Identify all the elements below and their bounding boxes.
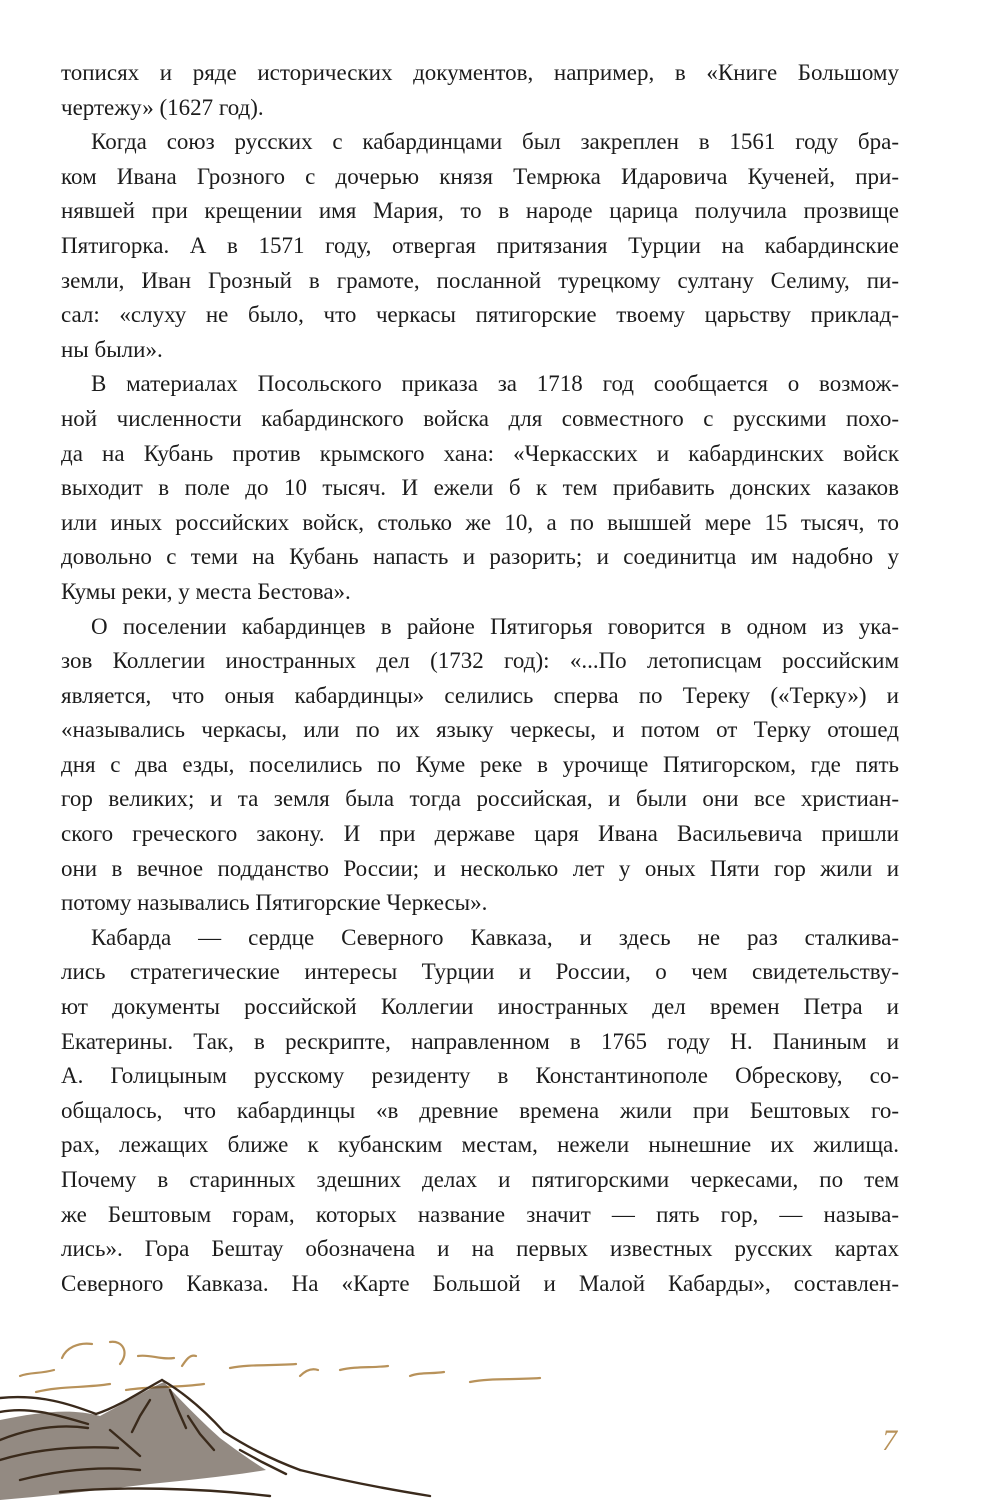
text-line: Кабарда — сердце Северного Кавказа, и здесь не раз сталкива- — [91, 924, 899, 950]
text-line: «назывались черкасы, или по их языку черкесы, и потом от Терку отошед — [61, 717, 899, 743]
page-number: 7 — [882, 1424, 897, 1457]
text-line: зов Коллегии иностранных дел (1732 год): «...По летописцам российским — [61, 648, 899, 674]
paragraph — [61, 56, 899, 125]
text-line: ны были». — [61, 336, 163, 362]
text-line: является, что оныя кабардинцы» селились сперва по Тереку («Терку») и — [61, 682, 899, 708]
text-line: да на Кубань против крымского хана: «Черкасских и кабардинских войск — [61, 440, 899, 466]
text-line: Почему в старинных здешних делах и пятигорскими черкесами, по тем — [61, 1167, 899, 1192]
body-text — [61, 56, 899, 1301]
text-line: лись стратегические интересы Турции и России, о чем свидетельству- — [61, 959, 899, 985]
text-line: рах, лежащих ближе к кубанским местам, нежели нынешние их жилища. — [61, 1132, 899, 1158]
text-line: же Бештовым горам, которых название значит — пять гор, — называ- — [61, 1201, 899, 1227]
text-line: тописях и ряде исторических документов, например, в «Книге Большому — [61, 60, 899, 85]
text-line: нявшей при крещении имя Мария, то в народе царица получила прозвище — [61, 198, 899, 224]
mountain-sketch-illustration — [0, 1320, 620, 1503]
text-line: чертежу» (1627 год). — [61, 94, 264, 120]
text-line: довольно с теми на Кубань напасть и разорить; и соединитца им надобно у — [61, 544, 899, 570]
text-line: земли, Иван Грозный в грамоте, посланной турецкому султану Селиму, пи- — [61, 267, 899, 293]
paragraph — [61, 125, 899, 367]
text-line: сал: «слуху не было, что черкасы пятигорские твоему царьству приклад- — [61, 302, 899, 328]
text-line: Пятигорка. А в 1571 году, отвергая притязания Турции на кабардинские — [61, 232, 899, 258]
text-line: ского греческого закону. И при державе царя Ивана Васильевича пришли — [61, 821, 899, 847]
text-line: общалось, что кабардинцы «в древние времена жили при Бештовых го- — [61, 1097, 899, 1123]
text-line: потому назывались Пятигорские Черкесы». — [61, 890, 488, 916]
text-line: ют документы российской Коллегии иностранных дел времен Петра и — [61, 994, 899, 1020]
text-line: Кумы реки, у места Бестова». — [61, 578, 351, 604]
paragraph — [61, 610, 899, 921]
text-line: выходит в поле до 10 тысяч. И ежели б к тем прибавить донских казаков — [61, 475, 899, 501]
text-line: Северного Кавказа. На «Карте Большой и Малой Кабарды», составлен- — [61, 1270, 899, 1296]
text-line: О поселении кабардинцев в районе Пятигорья говорится в одном из ука- — [91, 613, 899, 639]
text-line: В материалах Посольского приказа за 1718 год сообщается о возмож- — [91, 371, 899, 397]
text-line: ной численности кабардинского войска для совместного с русскими похо- — [61, 405, 899, 431]
text-line: Екатерины. Так, в рескрипте, направленном в 1765 году Н. Паниным и — [61, 1028, 899, 1054]
text-line: они в вечное подданство России; и несколько лет у оных Пяти гор жили и — [61, 855, 899, 881]
text-line: гор великих; и та земля была тогда российская, и были они все христиан- — [61, 786, 899, 812]
text-line: лись». Гора Бештау обозначена и на первых известных русских картах — [61, 1236, 899, 1262]
text-line: или иных российских войск, столько же 10, а по вышшей мере 15 тысяч, то — [61, 509, 899, 535]
text-line: Когда союз русских с кабардинцами был закреплен в 1561 году бра- — [91, 129, 899, 155]
text-line: ком Ивана Грозного с дочерью князя Темрюка Идаровича Кученей, при- — [61, 163, 899, 189]
text-line: А. Голицыным русскому резиденту в Константинополе Обрескову, со- — [61, 1063, 899, 1089]
text-line: дня с два езды, поселились по Куме реке в урочище Пятигорском, где пять — [61, 751, 899, 777]
paragraph — [61, 921, 899, 1302]
paragraph — [61, 367, 899, 609]
